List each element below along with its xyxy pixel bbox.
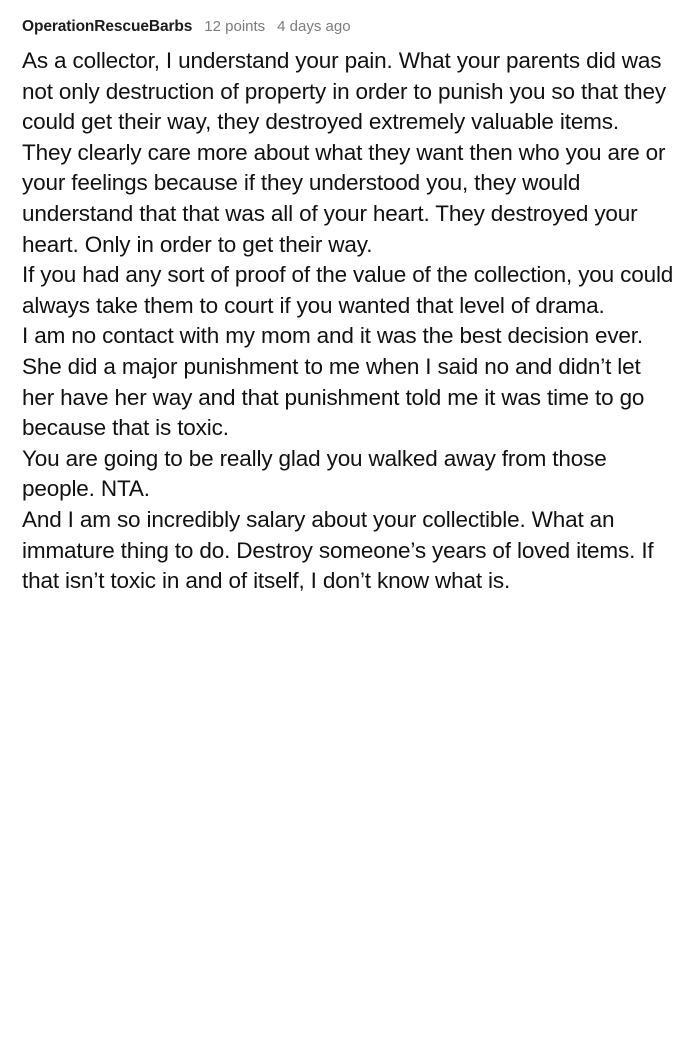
comment-paragraph: They clearly care more about what they want then who you are or your feelings because if they understood you, they would understand that that was all of your heart. They destroyed your heart. Only in order to get their way. (22, 139, 666, 257)
comment-paragraph: If you had any sort of proof of the value of the collection, you could always take them to court if you wanted that level of drama. (22, 262, 674, 318)
comment-author[interactable]: OperationRescueBarbs (22, 18, 193, 35)
comment-body (22, 46, 678, 597)
comment-paragraph: And I am so incredibly salary about your collectible. What an immature thing to do. Destroy someone’s years of loved items. If that isn’t toxic in and of itself, I don’t know what is. (22, 506, 654, 594)
comment-paragraph: You are going to be really glad you walked away from those people. NTA. (22, 445, 607, 502)
comment-score: 12 points (204, 18, 266, 35)
comment-paragraph: I am no contact with my mom and it was the best decision ever. She did a major punishment to me when I said no and didn’t let her have her way and that punishment told me it was time to go because that is toxic. (22, 323, 645, 441)
comment-paragraph: As a collector, I understand your pain. What your parents did was not only destruction of property in order to punish you so that they could get their way, they destroyed extremely valuable items. (22, 48, 666, 135)
comment-timestamp: 4 days ago (277, 18, 351, 35)
comment-meta (22, 18, 678, 36)
